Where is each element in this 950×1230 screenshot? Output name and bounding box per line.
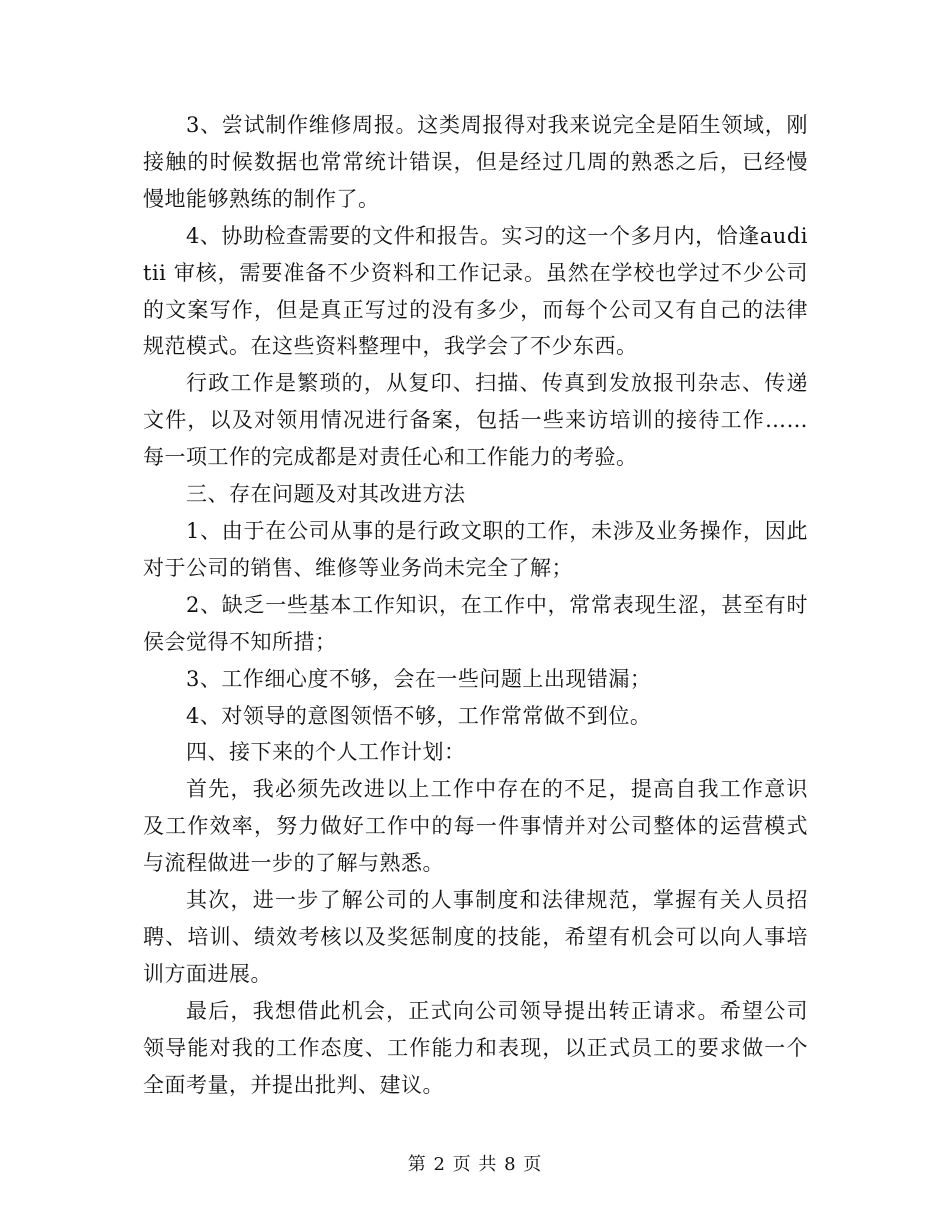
paragraph-problem-2: 2、缺乏一些基本工作知识，在工作中，常常表现生涩，甚至有时侯会觉得不知所措；	[143, 592, 808, 654]
paragraph-plan-first: 首先，我必须先改进以上工作中存在的不足，提高自我工作意识及工作效率，努力做好工作中的每一件事情并对公司整体的运营模式与流程做进一步的了解与熟悉。	[143, 777, 808, 876]
paragraph-report-task: 3、尝试制作维修周报。这类周报得对我来说完全是陌生领域，刚接触的时候数据也常常统计错误，但是经过几周的熟悉之后，已经慢慢地能够熟练的制作了。	[143, 113, 808, 211]
paragraph-audit-task: 4、协助检查需要的文件和报告。实习的这一个多月内，恰逢auditii 审核，需要准备不少资料和工作记录。虽然在学校也学过不少公司的文案写作，但是真正写过的没有多少，而每个公司又有自己的法律规范模式。在这些资料整理中，我学会了不少东西。	[143, 223, 808, 359]
page-number-footer: 第 2 页 共 8 页	[407, 1154, 543, 1175]
paragraph-plan-last: 最后，我想借此机会，正式向公司领导提出转正请求。希望公司领导能对我的工作态度、工作能力和表现，以正式员工的要求做一个全面考量，并提出批判、建议。	[143, 998, 808, 1097]
paragraph-admin-work: 行政工作是繁琐的，从复印、扫描、传真到发放报刊杂志、传递文件，以及对领用情况进行备案，包括一些来访培训的接待工作……每一项工作的完成都是对责任心和工作能力的考验。	[143, 371, 808, 470]
section-heading-problems: 三、存在问题及对其改进方法	[186, 482, 466, 507]
paragraph-problem-4: 4、对领导的意图领悟不够，工作常常做不到位。	[186, 703, 652, 728]
paragraph-problem-1: 1、由于在公司从事的是行政文职的工作，未涉及业务操作，因此对于公司的销售、维修等业务尚未完全了解；	[143, 518, 808, 580]
section-heading-plan: 四、接下来的个人工作计划：	[186, 740, 466, 765]
paragraph-plan-second: 其次，进一步了解公司的人事制度和法律规范，掌握有关人员招聘、培训、绩效考核以及奖惩制度的技能，希望有机会可以向人事培训方面进展。	[143, 888, 808, 986]
paragraph-problem-3: 3、工作细心度不够，会在一些问题上出现错漏；	[186, 666, 652, 691]
document-body	[143, 107, 808, 1103]
